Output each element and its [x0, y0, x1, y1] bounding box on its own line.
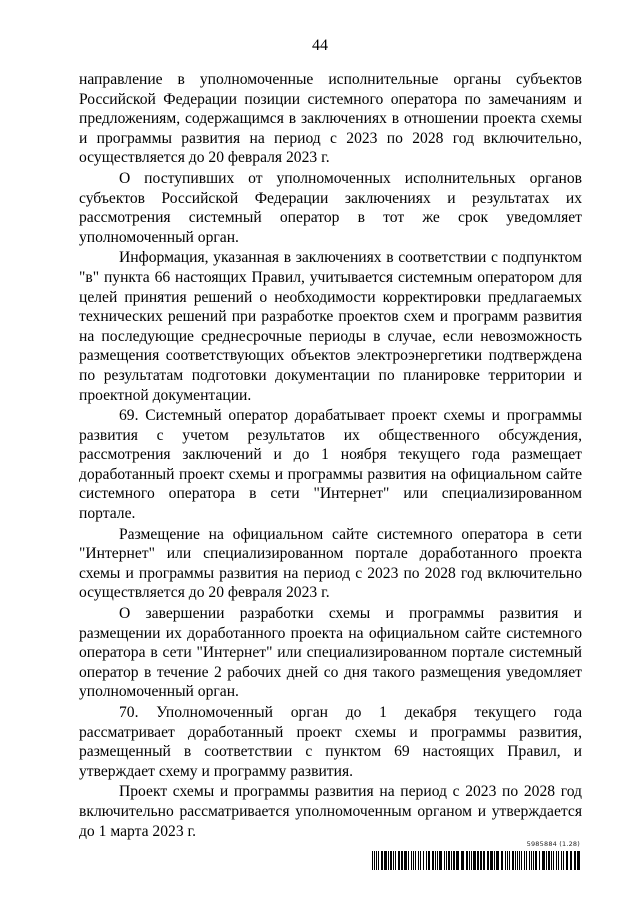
page-number: 44: [312, 37, 328, 54]
paragraph: Размещение на официальном сайте системного оператора в сети "Интернет" или специализированном портале доработанного проекта схемы и программы развития на период с 2023 по 2028 год включительно осуществляется до 20 февраля 2023 г.: [79, 525, 582, 602]
paragraph: Проект схемы и программы развития на период с 2023 по 2028 год включительно рассматривается уполномоченным органом и утверждается до 1 марта 2023 г.: [79, 783, 582, 840]
paragraph: направление в уполномоченные исполнительные органы субъектов Российской Федерации позиции системного оператора по замечаниям и предложениям, содержащимся в заключениях в отношении проекта схемы и программы развития на период с 2023 по 2028 год включительно, осуществляется до 20 февраля 2023 г.: [79, 71, 582, 167]
barcode-id: 5985884 (1.28): [526, 840, 580, 848]
paragraph: О завершении разработки схемы и программы развития и размещении их доработанного проекта на официальном сайте системного оператора в сети "Интернет" или специализированном портале системный оператор в течение 2 рабочих дней со дня такого размещения уведомляет уполномоченный орган.: [79, 605, 582, 701]
paragraph: Информация, указанная в заключениях в соответствии с подпунктом "в" пункта 66 настоящих Правил, учитывается системным оператором для целей принятия решений о необходимости корректировки предлагаемых технических решений при разработке проектов схем и программ развития на последующие среднесрочные периоды в случае, если невозможность размещения соответствующих объектов электроэнергетики подтверждена по результатам подготовки документации по планировке территории и проектной документации.: [79, 249, 582, 404]
barcode: [372, 851, 581, 870]
paragraph-section-69: 69. Системный оператор дорабатывает проект схемы и программы развития с учетом результатов их общественного обсуждения, рассмотрения заключений и до 1 ноября текущего года размещает доработанный проект схемы и программы развития на официальном сайте системного оператора в сети "Интернет" или специализированном портале.: [79, 407, 582, 523]
document-body: [79, 70, 582, 842]
paragraph: О поступивших от уполномоченных исполнительных органов субъектов Российской Федерации заключениях и результатах их рассмотрения системный оператор в тот же срок уведомляет уполномоченный орган.: [79, 169, 582, 246]
paragraph-section-70: 70. Уполномоченный орган до 1 декабря текущего года рассматривает доработанный проект схемы и программы развития, размещенный в соответствии с пунктом 69 настоящих Правил, и утверждает схему и программу развития.: [79, 704, 582, 780]
